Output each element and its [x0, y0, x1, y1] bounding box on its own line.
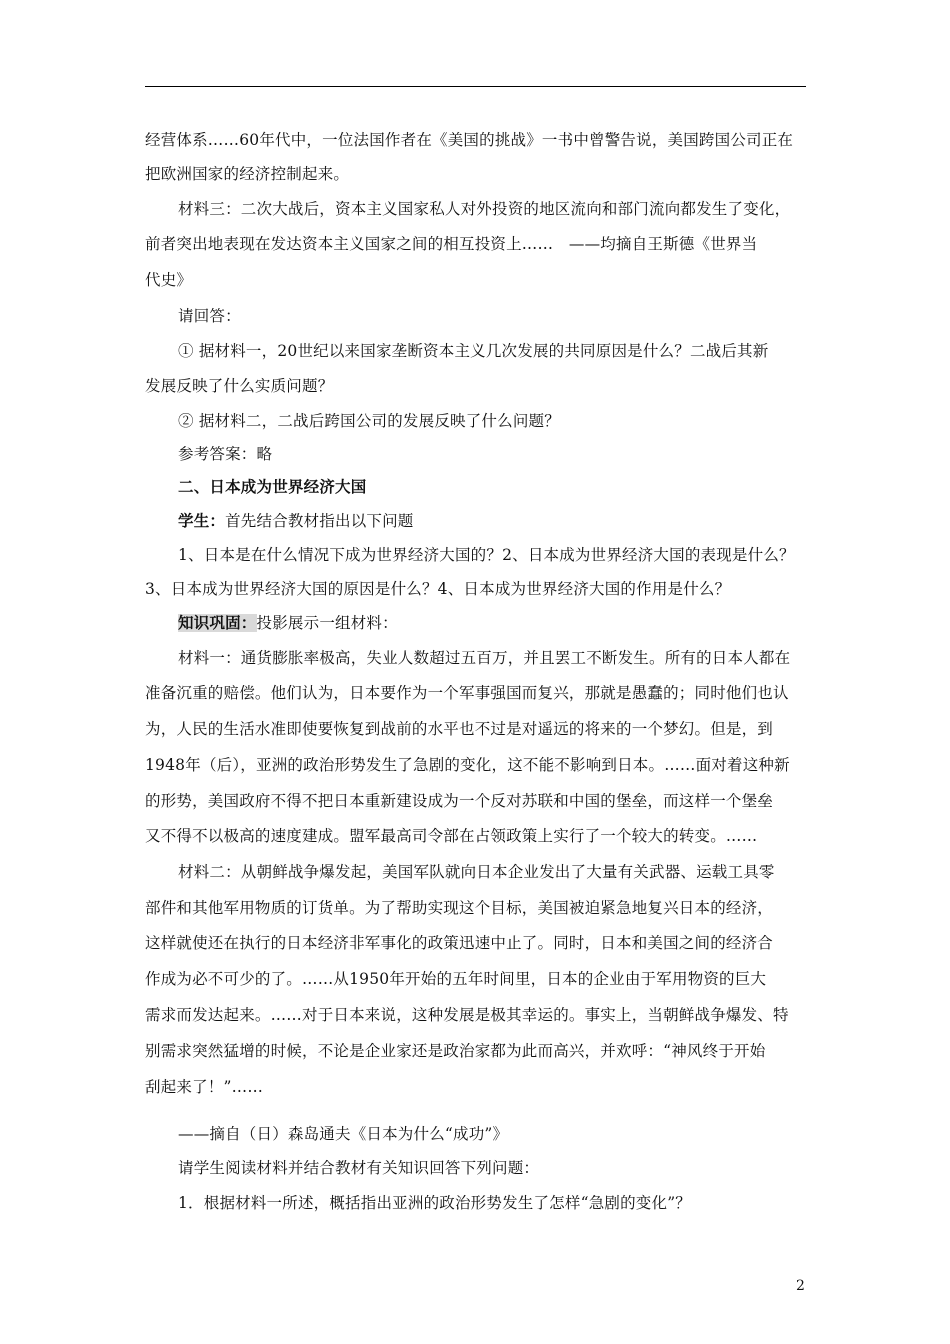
text-line: 发展反映了什么实质问题？ — [145, 377, 334, 395]
section-heading: 二、日本成为世界经济大国 — [178, 478, 367, 496]
text-line: 前者突出地表现在发达资本主义国家之间的相互投资上…… ——均摘自王斯德《世界当 — [145, 235, 758, 253]
text-line: 参考答案：略 — [178, 445, 273, 463]
text-line: 把欧洲国家的经济控制起来。 — [145, 165, 350, 183]
text-line: 1948年（后），亚洲的政治形势发生了急剧的变化，这不能不影响到日本。……面对着这种新 — [145, 756, 790, 774]
text-line: 需求而发达起来。……对于日本来说，这种发展是极其幸运的。事实上，当朝鲜战争爆发、特 — [145, 1006, 789, 1024]
text-line: 准备沉重的赔偿。他们认为，日本要作为一个军事强国而复兴，那就是愚蠢的；同时他们也认 — [145, 684, 789, 702]
citation: ——摘自（日）森岛通夫《日本为什么“成功”》 — [178, 1125, 509, 1143]
text-line: ② 据材料二，二战后跨国公司的发展反映了什么问题？ — [178, 412, 560, 430]
text-line: 1、日本是在什么情况下成为世界经济大国的？2、日本成为世界经济大国的表现是什么？ — [178, 546, 795, 564]
text-line: 刮起来了！”…… — [145, 1078, 264, 1096]
header-rule — [145, 86, 806, 87]
student-label: 学生： — [178, 512, 226, 530]
text-line — [178, 613, 398, 633]
text-line: 代史》 — [145, 271, 193, 289]
text-line: 请回答： — [178, 307, 241, 325]
text-line: 又不得不以极高的速度建成。盟军最高司令部在占领政策上实行了一个较大的转变。…… — [145, 827, 758, 845]
text-line: 材料二：从朝鲜战争爆发起，美国军队就向日本企业发出了大量有关武器、运载工具零 — [178, 863, 775, 881]
text-span: 投影展示一组材料： — [256, 614, 398, 632]
text-line: 材料一：通货膨胀率极高，失业人数超过五百万，并且罢工不断发生。所有的日本人都在 — [178, 649, 791, 667]
text-line: 材料三：二次大战后，资本主义国家私人对外投资的地区流向和部门流向都发生了变化， — [178, 200, 791, 218]
text-line: 的形势，美国政府不得不把日本重新建设成为一个反对苏联和中国的堡垒，而这样一个堡垒 — [145, 792, 774, 810]
text-line: 部件和其他军用物质的订货单。为了帮助实现这个目标，美国被迫紧急地复兴日本的经济， — [145, 899, 774, 917]
text-line: 1．根据材料一所述，概括指出亚洲的政治形势发生了怎样“急剧的变化”？ — [178, 1194, 692, 1212]
text-line: 为，人民的生活水准即使要恢复到战前的水平也不过是对遥远的将来的一个梦幻。但是，到 — [145, 720, 774, 738]
text-line: 请学生阅读材料并结合教材有关知识回答下列问题： — [178, 1159, 540, 1177]
text-line: 3、日本成为世界经济大国的原因是什么？4、日本成为世界经济大国的作用是什么？ — [145, 580, 731, 598]
page-number: 2 — [796, 1278, 805, 1294]
text-line: 别需求突然猛增的时候，不论是企业家还是政治家都为此而高兴，并欢呼：“神风终于开始 — [145, 1042, 766, 1060]
text-line: 经营体系……60年代中，一位法国作者在《美国的挑战》一书中曾警告说，美国跨国公司正在 — [145, 131, 794, 149]
text-span: 首先结合教材指出以下问题 — [225, 512, 414, 530]
text-line — [178, 511, 414, 531]
text-line: 这样就使还在执行的日本经济非军事化的政策迅速中止了。同时，日本和美国之间的经济合 — [145, 934, 774, 952]
text-line: 作成为必不可少的了。……从1950年开始的五年时间里，日本的企业由于军用物资的巨大 — [145, 970, 767, 988]
text-line: ① 据材料一，20世纪以来国家垄断资本主义几次发展的共同原因是什么？二战后其新 — [178, 342, 769, 360]
consolidate-label: 知识巩固： — [178, 614, 257, 632]
